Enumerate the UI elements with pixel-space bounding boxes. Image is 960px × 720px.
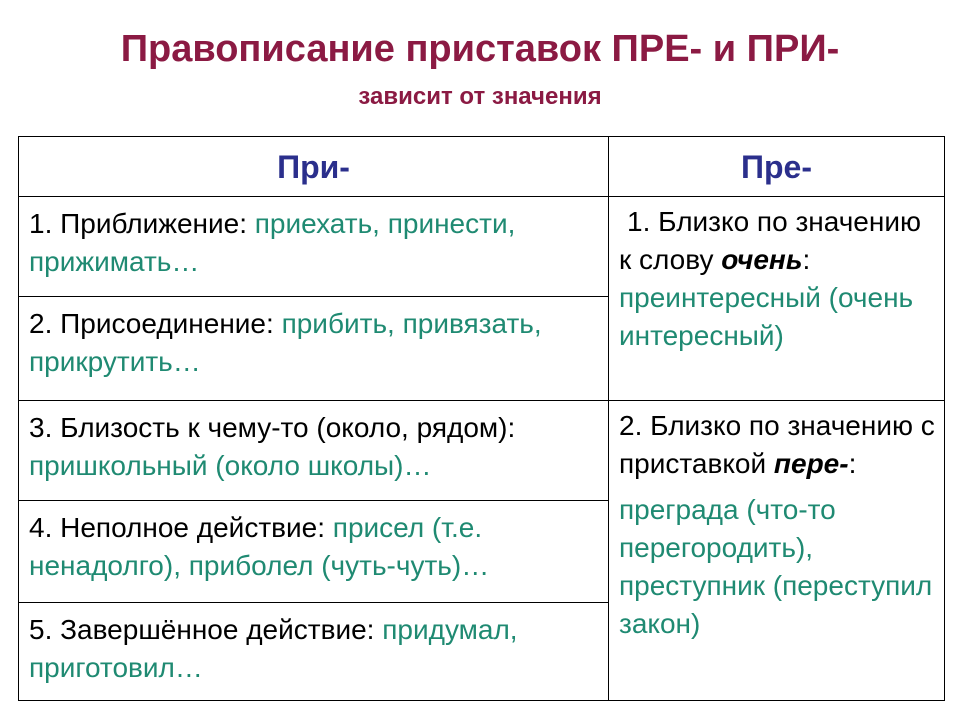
pre-rule-1	[609, 197, 945, 401]
pri-rule-1	[19, 197, 609, 297]
pre-rule-examples: преграда (что-то перегородить), преступник (переступил закон)	[619, 494, 933, 639]
table-row	[19, 197, 945, 297]
pri-rule-3	[19, 401, 609, 501]
prefix-rules-table	[18, 136, 945, 701]
pri-rule-examples: приехать, принести, прижимать…	[29, 208, 516, 277]
pre-rule-keyword: пере-	[773, 448, 849, 479]
pri-rule-examples: придумал, приготовил…	[29, 614, 518, 683]
pri-rule-examples: пришкольный (около школы)…	[29, 450, 432, 481]
pri-rule-4	[19, 501, 609, 603]
pri-rule-2	[19, 297, 609, 401]
pre-rule-keyword: очень	[721, 244, 803, 275]
pri-rule-label: 4. Неполное действие:	[29, 512, 333, 543]
page-title: Правописание приставок ПРЕ- и ПРИ-	[120, 28, 840, 70]
pri-rule-label: 2. Присоединение:	[29, 308, 282, 339]
pre-rule-2	[609, 401, 945, 701]
pre-rule-colon: :	[802, 244, 811, 275]
header-pri: При-	[19, 137, 609, 197]
pre-rule-examples: преинтересный (очень интересный)	[619, 282, 914, 351]
header-pre: Пре-	[609, 137, 945, 197]
pri-rule-examples: прибить, привязать, прикрутить…	[29, 308, 542, 377]
pre-rule-label: 1. Близко по значению к слову	[619, 206, 921, 275]
table-header-row	[19, 137, 945, 197]
table-row	[19, 401, 945, 501]
pri-rule-label: 3. Близость к чему-то (около, рядом):	[29, 412, 516, 443]
pre-rule-colon: :	[848, 448, 857, 479]
pri-rule-label: 1. Приближение:	[29, 208, 255, 239]
pre-rule-label: 2. Близко по значению с приставкой	[619, 410, 935, 479]
pri-rule-label: 5. Завершённое действие:	[29, 614, 383, 645]
pri-rule-examples: присел (т.е. ненадолго), приболел (чуть-чуть)…	[29, 512, 490, 581]
page-subtitle: зависит от значения	[358, 83, 602, 110]
pri-rule-5	[19, 603, 609, 701]
